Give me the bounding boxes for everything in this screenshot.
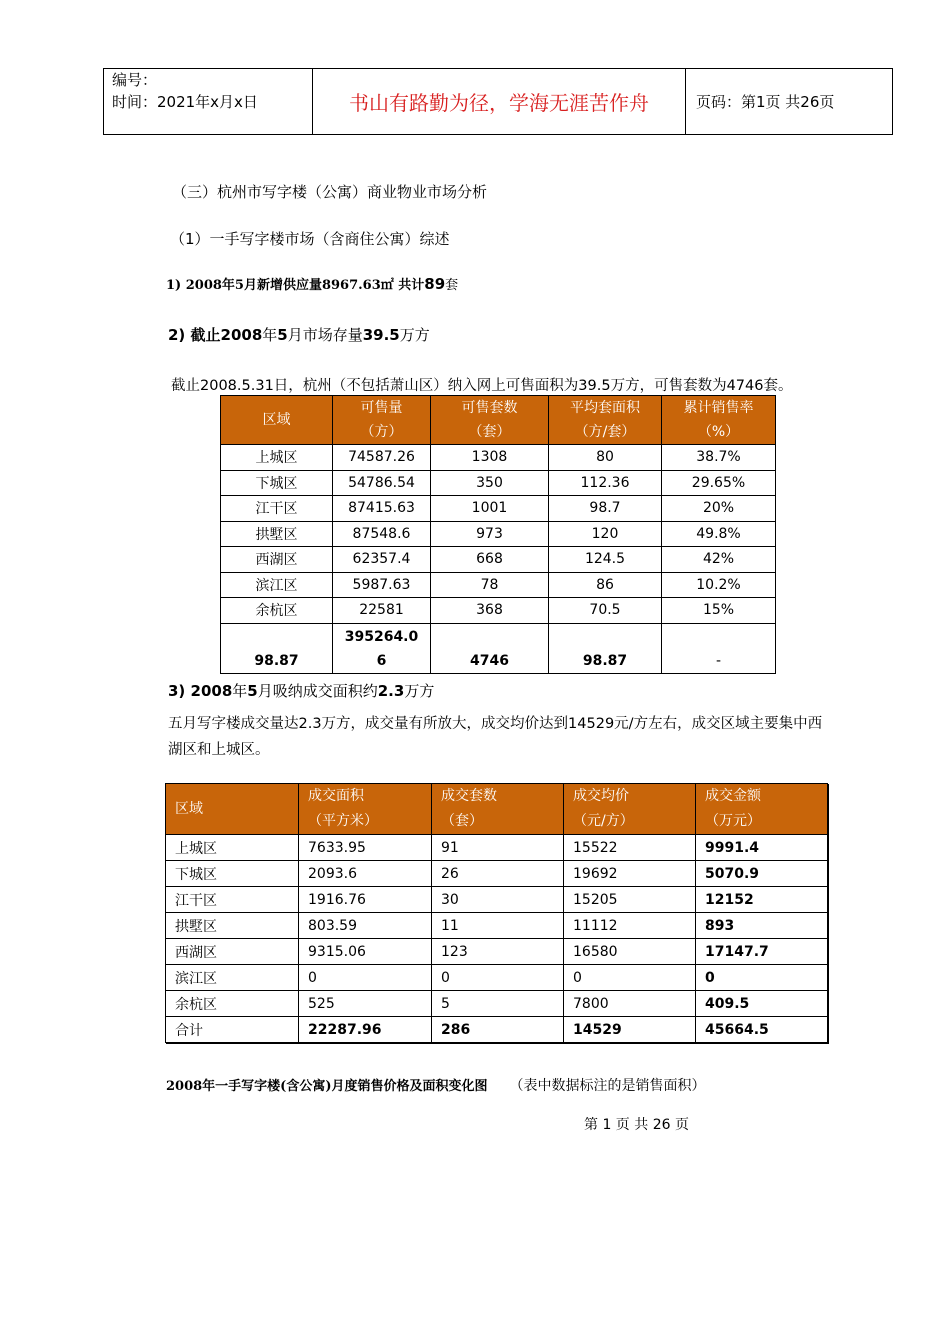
table-cell: 98.87 xyxy=(549,623,662,673)
point-3-amount: 2.3 xyxy=(377,682,405,700)
table-total-row xyxy=(221,623,776,673)
page-info: 页码：第1页 共26页 xyxy=(686,69,893,135)
table-cell: 上城区 xyxy=(221,445,333,471)
table-cell: 668 xyxy=(431,547,549,573)
chart-caption-note: （表中数据标注的是销售面积） xyxy=(509,1078,706,1094)
point-2-text: 月市场存量 xyxy=(287,326,363,344)
table-cell: 30 xyxy=(432,887,564,913)
table-cell: 893 xyxy=(696,913,828,939)
table-header-row xyxy=(221,396,776,445)
table-row xyxy=(221,547,776,573)
table-cell: 973 xyxy=(431,521,549,547)
point-1-suffix: 套 xyxy=(445,278,459,293)
table-cell: 120 xyxy=(549,521,662,547)
table-cell: 滨江区 xyxy=(221,572,333,598)
point-1-prefix: 1) 2008年5月新增供应量8967.63㎡ 共计 xyxy=(166,278,425,293)
table-cell: 1916.76 xyxy=(299,887,432,913)
table-cell: - xyxy=(662,623,776,673)
table-cell: 10.2% xyxy=(662,572,776,598)
table-cell: 409.5 xyxy=(696,991,828,1017)
table-cell: 9315.06 xyxy=(299,939,432,965)
table-cell: 80 xyxy=(549,445,662,471)
table-cell: 合计 xyxy=(166,1017,299,1043)
table-cell: 38.7% xyxy=(662,445,776,471)
header-meta-cell xyxy=(104,69,313,135)
page-footer: 第 1 页 共 26 页 xyxy=(584,1117,689,1133)
table-cell: 4746 xyxy=(431,623,549,673)
table-cell: 49.8% xyxy=(662,521,776,547)
point-2-year: 2008 xyxy=(220,326,263,344)
table-cell: 上城区 xyxy=(166,835,299,861)
header-cell: 累计销售率 （%） xyxy=(662,396,776,445)
chart-caption xyxy=(166,1075,705,1095)
point-3-text: 月吸纳成交面积约 xyxy=(257,682,378,700)
table-row xyxy=(221,572,776,598)
header-cell: 可售套数 （套） xyxy=(431,396,549,445)
motto-text: 书山有路勤为径，学海无涯苦作舟 xyxy=(313,69,686,135)
table-cell: 87415.63 xyxy=(333,496,431,522)
table-row xyxy=(221,496,776,522)
table-cell: 0 xyxy=(564,965,696,991)
table-cell: 22287.96 xyxy=(299,1017,432,1043)
sales-table xyxy=(165,783,828,1043)
table-row xyxy=(221,598,776,624)
table-cell: 803.59 xyxy=(299,913,432,939)
table-row xyxy=(221,470,776,496)
table-cell: 7633.95 xyxy=(299,835,432,861)
table-row xyxy=(166,887,828,913)
table-cell: 91 xyxy=(432,835,564,861)
point-3 xyxy=(168,680,434,701)
table-cell: 54786.54 xyxy=(333,470,431,496)
header-cell: 区域 xyxy=(166,784,299,835)
point-2-amount: 39.5 xyxy=(362,326,400,344)
table-cell: 87548.6 xyxy=(333,521,431,547)
table-cell: 西湖区 xyxy=(221,547,333,573)
header-cell: 成交套数 （套） xyxy=(432,784,564,835)
table-cell: 112.36 xyxy=(549,470,662,496)
table-cell: 15205 xyxy=(564,887,696,913)
table-cell: 江干区 xyxy=(166,887,299,913)
table-cell: 9991.4 xyxy=(696,835,828,861)
paragraph-sales-line-1: 五月写字楼成交量达2.3万方，成交量有所放大，成交均价达到14529元/方左右，成交区域主要集中西 xyxy=(168,716,823,732)
point-3-unit: 万方 xyxy=(404,682,435,700)
table-cell: 15522 xyxy=(564,835,696,861)
paragraph-sales-line-2: 湖区和上城区。 xyxy=(168,742,270,758)
table-row xyxy=(166,965,828,991)
header-table xyxy=(103,68,893,135)
table-row xyxy=(166,913,828,939)
table-cell: 16580 xyxy=(564,939,696,965)
table-cell: 12152 xyxy=(696,887,828,913)
table-cell: 123 xyxy=(432,939,564,965)
table-cell: 29.65% xyxy=(662,470,776,496)
table-cell: 15% xyxy=(662,598,776,624)
point-2 xyxy=(168,324,430,345)
table-cell: 124.5 xyxy=(549,547,662,573)
table-row xyxy=(221,521,776,547)
table-cell: 江干区 xyxy=(221,496,333,522)
header-cell: 可售量 （方） xyxy=(333,396,431,445)
table-cell: 拱墅区 xyxy=(221,521,333,547)
table-cell: 286 xyxy=(432,1017,564,1043)
table-cell: 368 xyxy=(431,598,549,624)
point-2-month: 5 xyxy=(277,326,288,344)
table-cell: 5 xyxy=(432,991,564,1017)
table-cell: 22581 xyxy=(333,598,431,624)
table-header-row xyxy=(166,784,828,835)
table-cell: 0 xyxy=(696,965,828,991)
table-row xyxy=(166,835,828,861)
table-cell: 西湖区 xyxy=(166,939,299,965)
chart-caption-main: 2008年一手写字楼(含公寓)月度销售价格及面积变化图 xyxy=(166,1079,488,1094)
table-cell: 拱墅区 xyxy=(166,913,299,939)
point-3-month: 5 xyxy=(247,682,258,700)
serial-label: 编号： xyxy=(112,71,158,89)
table-total-row xyxy=(166,1017,828,1043)
header-cell: 成交均价 （元/方） xyxy=(564,784,696,835)
header-cell: 成交金额 （万元） xyxy=(696,784,828,835)
table-cell: 74587.26 xyxy=(333,445,431,471)
inventory-table xyxy=(220,395,776,674)
table-cell: 395264.0 6 xyxy=(333,623,431,673)
table-cell: 42% xyxy=(662,547,776,573)
table-cell: 70.5 xyxy=(549,598,662,624)
table-cell: 5987.63 xyxy=(333,572,431,598)
table-cell: 1001 xyxy=(431,496,549,522)
point-2-year-unit: 年 xyxy=(262,326,278,344)
time-label: 时间：2021年x月x日 xyxy=(112,93,258,111)
table-cell: 98.87 xyxy=(221,623,333,673)
header-cell: 平均套面积 （方/套） xyxy=(549,396,662,445)
subsection-title: （1）一手写字楼市场（含商住公寓）综述 xyxy=(170,230,450,248)
table-cell: 余杭区 xyxy=(221,598,333,624)
table-cell: 45664.5 xyxy=(696,1017,828,1043)
point-1-count: 89 xyxy=(424,275,446,293)
header-cell: 区域 xyxy=(221,396,333,445)
point-1 xyxy=(166,274,458,293)
section-title: （三）杭州市写字楼（公寓）商业物业市场分析 xyxy=(172,183,488,201)
table-cell: 2093.6 xyxy=(299,861,432,887)
point-3-year-unit: 年 xyxy=(232,682,248,700)
table-row xyxy=(166,939,828,965)
table-cell: 11112 xyxy=(564,913,696,939)
table-cell: 26 xyxy=(432,861,564,887)
table-cell: 350 xyxy=(431,470,549,496)
table-row xyxy=(221,445,776,471)
table-cell: 98.7 xyxy=(549,496,662,522)
table-cell: 滨江区 xyxy=(166,965,299,991)
table-row xyxy=(166,861,828,887)
table-cell: 0 xyxy=(432,965,564,991)
point-3-num: 3) 2008 xyxy=(168,682,233,700)
table-cell: 62357.4 xyxy=(333,547,431,573)
table-cell: 1308 xyxy=(431,445,549,471)
table-cell: 78 xyxy=(431,572,549,598)
header-cell: 成交面积 （平方米） xyxy=(299,784,432,835)
table-cell: 5070.9 xyxy=(696,861,828,887)
table-cell: 525 xyxy=(299,991,432,1017)
point-2-num: 2) 截止 xyxy=(168,326,221,344)
table-cell: 14529 xyxy=(564,1017,696,1043)
table-cell: 11 xyxy=(432,913,564,939)
table-cell: 20% xyxy=(662,496,776,522)
table-cell: 下城区 xyxy=(221,470,333,496)
table-cell: 7800 xyxy=(564,991,696,1017)
table-cell: 17147.7 xyxy=(696,939,828,965)
point-2-unit: 万方 xyxy=(399,326,430,344)
table-cell: 19692 xyxy=(564,861,696,887)
table-row xyxy=(166,991,828,1017)
paragraph-inventory: 截止2008.5.31日，杭州（不包括萧山区）纳入网上可售面积为39.5万方，可售套数为4746套。 xyxy=(171,378,793,394)
table-cell: 余杭区 xyxy=(166,991,299,1017)
table-cell: 0 xyxy=(299,965,432,991)
table-cell: 下城区 xyxy=(166,861,299,887)
table-cell: 86 xyxy=(549,572,662,598)
